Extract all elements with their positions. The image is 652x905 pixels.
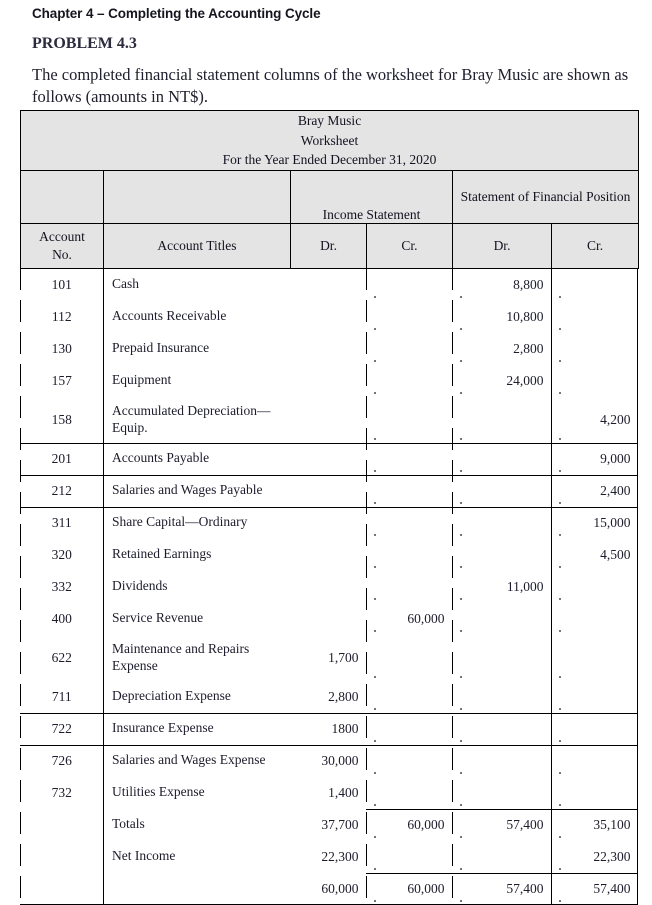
summary-is-dr: 60,000 (291, 873, 367, 905)
row-is-dr (291, 603, 367, 635)
worksheet-table (20, 110, 639, 905)
table-row (21, 571, 639, 603)
row-sfp-dr: 10,800 (453, 301, 552, 333)
summary-row (21, 841, 639, 873)
row-is-dr: 1800 (291, 713, 367, 745)
group-header-blank-acctno (21, 170, 104, 223)
row-is-dr (291, 268, 367, 301)
table-row (21, 539, 639, 571)
row-sfp-cr: 4,500 (552, 539, 639, 571)
row-is-dr (291, 475, 367, 507)
row-account-title: Share Capital—Ordinary (104, 507, 291, 539)
row-sfp-cr (552, 365, 639, 397)
table-row (21, 745, 639, 777)
intro-block (0, 0, 652, 108)
row-account-no: 711 (21, 681, 104, 713)
row-account-title: Retained Earnings (104, 539, 291, 571)
row-is-cr (367, 365, 453, 397)
row-account-no: 311 (21, 507, 104, 539)
row-sfp-cr: 9,000 (552, 443, 639, 475)
row-is-cr (367, 681, 453, 713)
row-is-dr: 1,700 (291, 635, 367, 681)
group-header-income-statement: Income Statement (291, 170, 453, 223)
row-sfp-dr (453, 539, 552, 571)
row-account-title: Service Revenue (104, 603, 291, 635)
row-is-cr (367, 635, 453, 681)
row-is-cr (367, 475, 453, 507)
row-sfp-cr: 15,000 (552, 507, 639, 539)
row-account-title: Cash (104, 268, 291, 301)
row-is-cr (367, 397, 453, 443)
row-is-cr (367, 443, 453, 475)
table-row (21, 333, 639, 365)
table-row (21, 443, 639, 475)
summary-sfp-dr: 57,400 (453, 873, 552, 905)
row-sfp-dr (453, 397, 552, 443)
row-is-cr (367, 301, 453, 333)
summary-sfp-dr (453, 841, 552, 873)
column-header-sfp-cr: Cr. (552, 223, 639, 268)
row-sfp-cr (552, 603, 639, 635)
row-account-no: 157 (21, 365, 104, 397)
row-account-no: 400 (21, 603, 104, 635)
row-sfp-dr (453, 443, 552, 475)
row-account-no: 726 (21, 745, 104, 777)
row-account-title: Salaries and Wages Payable (104, 475, 291, 507)
summary-row (21, 873, 639, 905)
summary-is-cr: 60,000 (367, 873, 453, 905)
table-row (21, 635, 639, 681)
row-is-dr: 2,800 (291, 681, 367, 713)
row-account-no: 722 (21, 713, 104, 745)
summary-row (21, 809, 639, 841)
group-header-blank-titles (104, 170, 291, 223)
table-row (21, 475, 639, 507)
row-is-cr (367, 745, 453, 777)
row-account-no: 622 (21, 635, 104, 681)
row-is-cr: 60,000 (367, 603, 453, 635)
row-account-title: Dividends (104, 571, 291, 603)
table-row (21, 507, 639, 539)
row-is-dr: 1,400 (291, 777, 367, 809)
table-row (21, 268, 639, 301)
table-row (21, 603, 639, 635)
row-sfp-cr: 4,200 (552, 397, 639, 443)
row-account-title: Equipment (104, 365, 291, 397)
row-is-dr (291, 333, 367, 365)
row-sfp-cr (552, 571, 639, 603)
row-account-no: 112 (21, 301, 104, 333)
row-account-title: Accounts Payable (104, 443, 291, 475)
row-sfp-dr: 11,000 (453, 571, 552, 603)
row-account-no: 332 (21, 571, 104, 603)
row-sfp-dr (453, 777, 552, 809)
summary-label: Totals (104, 809, 291, 841)
table-row (21, 365, 639, 397)
row-sfp-cr (552, 301, 639, 333)
row-account-title: Accounts Receivable (104, 301, 291, 333)
company-name: Bray Music (297, 113, 362, 128)
period-label: For the Year Ended December 31, 2020 (222, 152, 437, 168)
group-header-row (21, 170, 639, 223)
row-account-no: 201 (21, 443, 104, 475)
worksheet-table-container (20, 110, 638, 905)
row-is-cr (367, 268, 453, 301)
row-is-dr (291, 571, 367, 603)
worksheet-title-row (21, 111, 639, 171)
table-row (21, 397, 639, 443)
row-sfp-dr (453, 603, 552, 635)
row-is-cr (367, 713, 453, 745)
problem-heading: PROBLEM 4.3 (32, 35, 137, 53)
summary-is-cr (367, 841, 453, 873)
row-is-dr (291, 365, 367, 397)
row-account-title: Maintenance and Repairs Expense (104, 635, 291, 681)
summary-sfp-cr: 35,100 (552, 809, 639, 841)
row-sfp-cr (552, 713, 639, 745)
row-sfp-cr (552, 745, 639, 777)
row-account-no: 320 (21, 539, 104, 571)
row-sfp-dr (453, 475, 552, 507)
column-header-account-no (21, 223, 104, 268)
row-account-no: 101 (21, 268, 104, 301)
row-is-dr (291, 539, 367, 571)
row-is-dr (291, 443, 367, 475)
row-sfp-cr (552, 681, 639, 713)
summary-is-dr: 22,300 (291, 841, 367, 873)
document-type: Worksheet (300, 132, 359, 148)
column-header-row (21, 223, 639, 268)
row-sfp-cr (552, 333, 639, 365)
row-is-cr (367, 507, 453, 539)
row-account-no: 130 (21, 333, 104, 365)
row-sfp-dr (453, 745, 552, 777)
row-sfp-dr: 8,800 (453, 268, 552, 301)
row-sfp-dr: 24,000 (453, 365, 552, 397)
summary-account-no (21, 809, 104, 841)
row-sfp-dr (453, 635, 552, 681)
summary-label (104, 873, 291, 905)
group-header-statement-of-financial-position: Statement of Financial Position (453, 170, 639, 223)
row-is-dr: 30,000 (291, 745, 367, 777)
row-sfp-cr: 2,400 (552, 475, 639, 507)
row-is-dr (291, 397, 367, 443)
row-sfp-cr (552, 635, 639, 681)
chapter-heading: Chapter 4 – Completing the Accounting Cycle (32, 6, 321, 21)
column-header-is-dr: Dr. (291, 223, 367, 268)
column-header-is-cr: Cr. (367, 223, 453, 268)
summary-label: Net Income (104, 841, 291, 873)
row-sfp-dr: 2,800 (453, 333, 552, 365)
row-is-dr (291, 507, 367, 539)
row-account-no: 212 (21, 475, 104, 507)
row-is-dr (291, 301, 367, 333)
column-header-sfp-dr: Dr. (453, 223, 552, 268)
intro-paragraph: The completed financial statement columns of the worksheet for Bray Music are shown as follows (amounts in NT$). (32, 65, 629, 107)
row-account-title: Accumulated Depreciation— Equip. (104, 397, 291, 443)
summary-sfp-cr: 22,300 (552, 841, 639, 873)
row-account-no: 158 (21, 397, 104, 443)
summary-sfp-dr: 57,400 (453, 809, 552, 841)
row-account-title: Prepaid Insurance (104, 333, 291, 365)
table-row (21, 681, 639, 713)
row-is-cr (367, 777, 453, 809)
summary-account-no (21, 873, 104, 905)
table-row (21, 301, 639, 333)
column-header-account-titles: Account Titles (104, 223, 291, 268)
row-account-title: Salaries and Wages Expense (104, 745, 291, 777)
row-sfp-dr (453, 713, 552, 745)
row-sfp-dr (453, 507, 552, 539)
row-account-title: Depreciation Expense (104, 681, 291, 713)
row-sfp-dr (453, 681, 552, 713)
row-account-no: 732 (21, 777, 104, 809)
table-row (21, 713, 639, 745)
row-account-title: Insurance Expense (104, 713, 291, 745)
summary-account-no (21, 841, 104, 873)
table-row (21, 777, 639, 809)
worksheet-title-cell (21, 111, 639, 171)
summary-is-cr: 60,000 (367, 809, 453, 841)
account-no-line2: No. (52, 246, 72, 262)
row-sfp-cr (552, 268, 639, 301)
row-sfp-cr (552, 777, 639, 809)
row-is-cr (367, 539, 453, 571)
account-no-line1: Account (39, 229, 85, 245)
summary-sfp-cr: 57,400 (552, 873, 639, 905)
row-is-cr (367, 333, 453, 365)
row-is-cr (367, 571, 453, 603)
summary-is-dr: 37,700 (291, 809, 367, 841)
row-account-title: Utilities Expense (104, 777, 291, 809)
